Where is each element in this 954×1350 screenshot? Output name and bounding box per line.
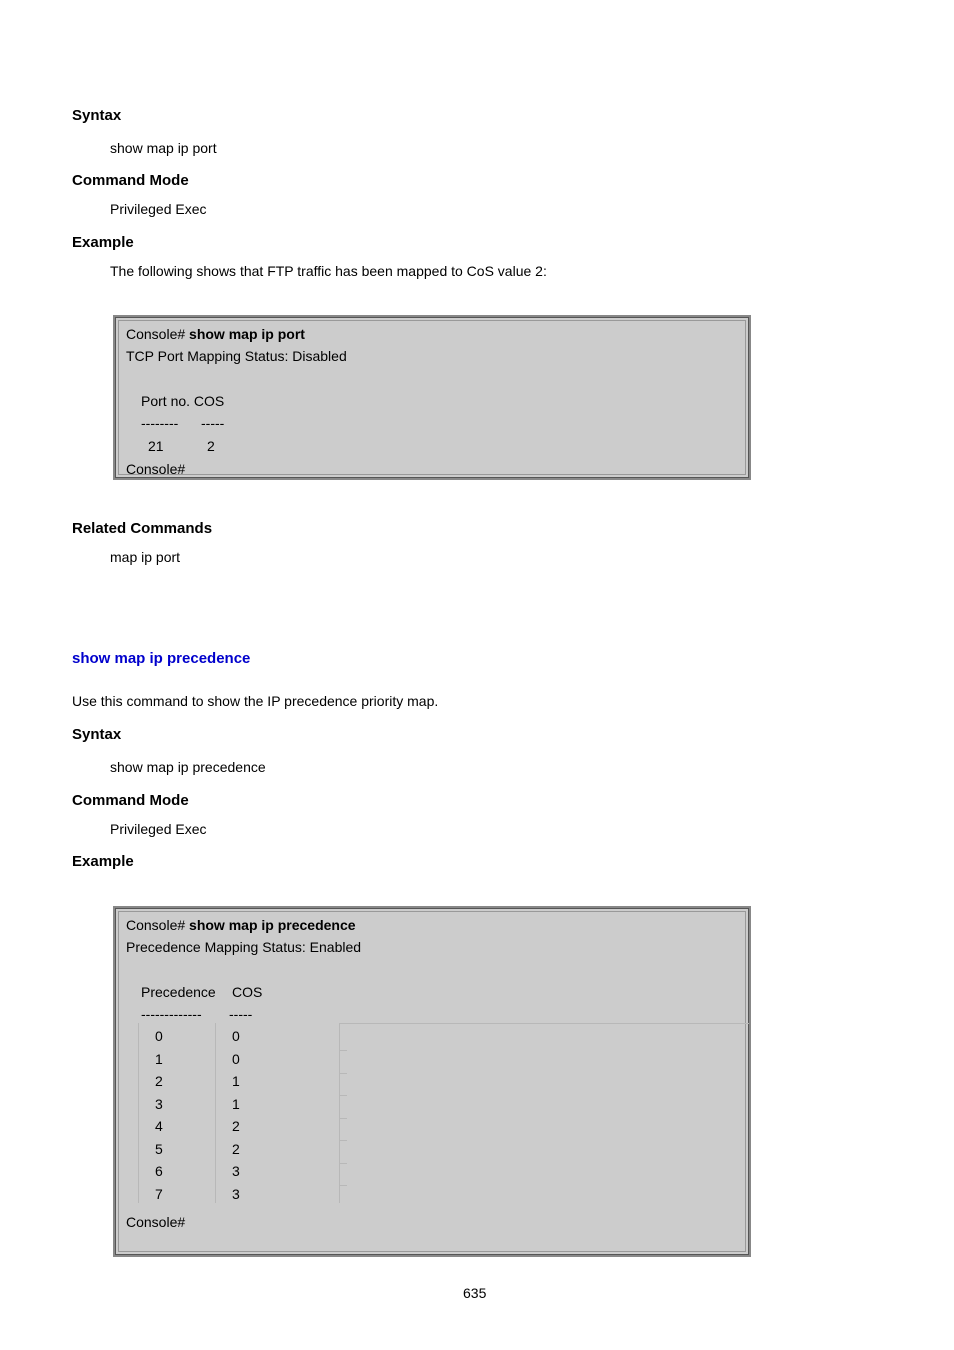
table-row-cos: 0	[232, 1050, 240, 1067]
console-table-header: Port no. COS	[141, 393, 225, 409]
table-grid-line	[339, 1050, 347, 1051]
table-row-precedence: 7	[155, 1185, 163, 1202]
example-text: The following shows that FTP traffic has been mapped to CoS value 2:	[110, 263, 547, 279]
section-title: show map ip precedence	[72, 650, 251, 667]
console-status-line: Precedence Mapping Status: Enabled	[126, 939, 362, 955]
table-row-precedence: 6	[155, 1163, 163, 1179]
command-mode-text: Privileged Exec	[110, 201, 207, 217]
console-divider-cos: -----	[229, 1006, 253, 1022]
table-grid-line	[215, 1023, 216, 1203]
related-commands-text: map ip port	[110, 549, 181, 565]
table-grid-line	[339, 1140, 347, 1141]
console-status-line: TCP Port Mapping Status: Disabled	[126, 348, 347, 364]
console-row-port: 21	[148, 438, 164, 454]
syntax-heading-2: Syntax	[72, 726, 122, 743]
table-row-cos: 0	[232, 1028, 240, 1044]
table-row-precedence: 3	[155, 1095, 163, 1112]
table-grid-line	[138, 1023, 139, 1203]
table-row-precedence: 0	[155, 1028, 163, 1044]
console-header-cos: COS	[232, 984, 263, 1000]
syntax-text-2: show map ip precedence	[110, 759, 266, 775]
example-heading: Example	[72, 234, 134, 251]
table-row-precedence: 1	[155, 1050, 163, 1067]
table-grid-line	[339, 1163, 347, 1164]
table-grid-line	[339, 1095, 347, 1096]
syntax-heading: Syntax	[72, 107, 122, 124]
page-number: 635	[463, 1285, 487, 1301]
example-heading-2: Example	[72, 853, 134, 870]
table-grid-line	[339, 1118, 347, 1119]
console-divider-port: --------	[141, 415, 179, 431]
console-end-prompt: Console#	[126, 461, 186, 477]
table-row-cos: 2	[232, 1140, 240, 1157]
table-row-precedence: 2	[155, 1073, 163, 1089]
console-divider-cos: -----	[201, 415, 225, 431]
table-row-cos: 3	[232, 1185, 240, 1202]
table-row-cos: 1	[232, 1073, 240, 1089]
table-grid-line	[339, 1073, 347, 1074]
section-description: Use this command to show the IP precedence priority map.	[72, 693, 439, 709]
console-end-prompt: Console#	[126, 1214, 186, 1230]
syntax-text: show map ip port	[110, 140, 217, 156]
table-row-precedence: 4	[155, 1118, 163, 1134]
table-row-cos: 3	[232, 1163, 240, 1179]
console-command-line: Console# show map ip precedence	[126, 917, 356, 933]
table-row-cos: 2	[232, 1118, 240, 1134]
console-divider-precedence: -------------	[141, 1006, 202, 1022]
console-row-cos: 2	[207, 438, 215, 454]
related-commands-heading: Related Commands	[72, 520, 213, 537]
table-grid-line	[339, 1023, 749, 1024]
table-row-precedence: 5	[155, 1140, 163, 1157]
command-mode-heading-2: Command Mode	[72, 792, 189, 809]
command-mode-heading: Command Mode	[72, 172, 189, 189]
table-grid-line	[339, 1185, 347, 1186]
command-mode-text-2: Privileged Exec	[110, 821, 207, 837]
console-output-precedence	[113, 906, 751, 1257]
console-command-line: Console# show map ip port	[126, 326, 305, 342]
console-header-precedence: Precedence	[141, 984, 216, 1000]
table-row-cos: 1	[232, 1095, 240, 1112]
console-output-port	[113, 315, 751, 480]
